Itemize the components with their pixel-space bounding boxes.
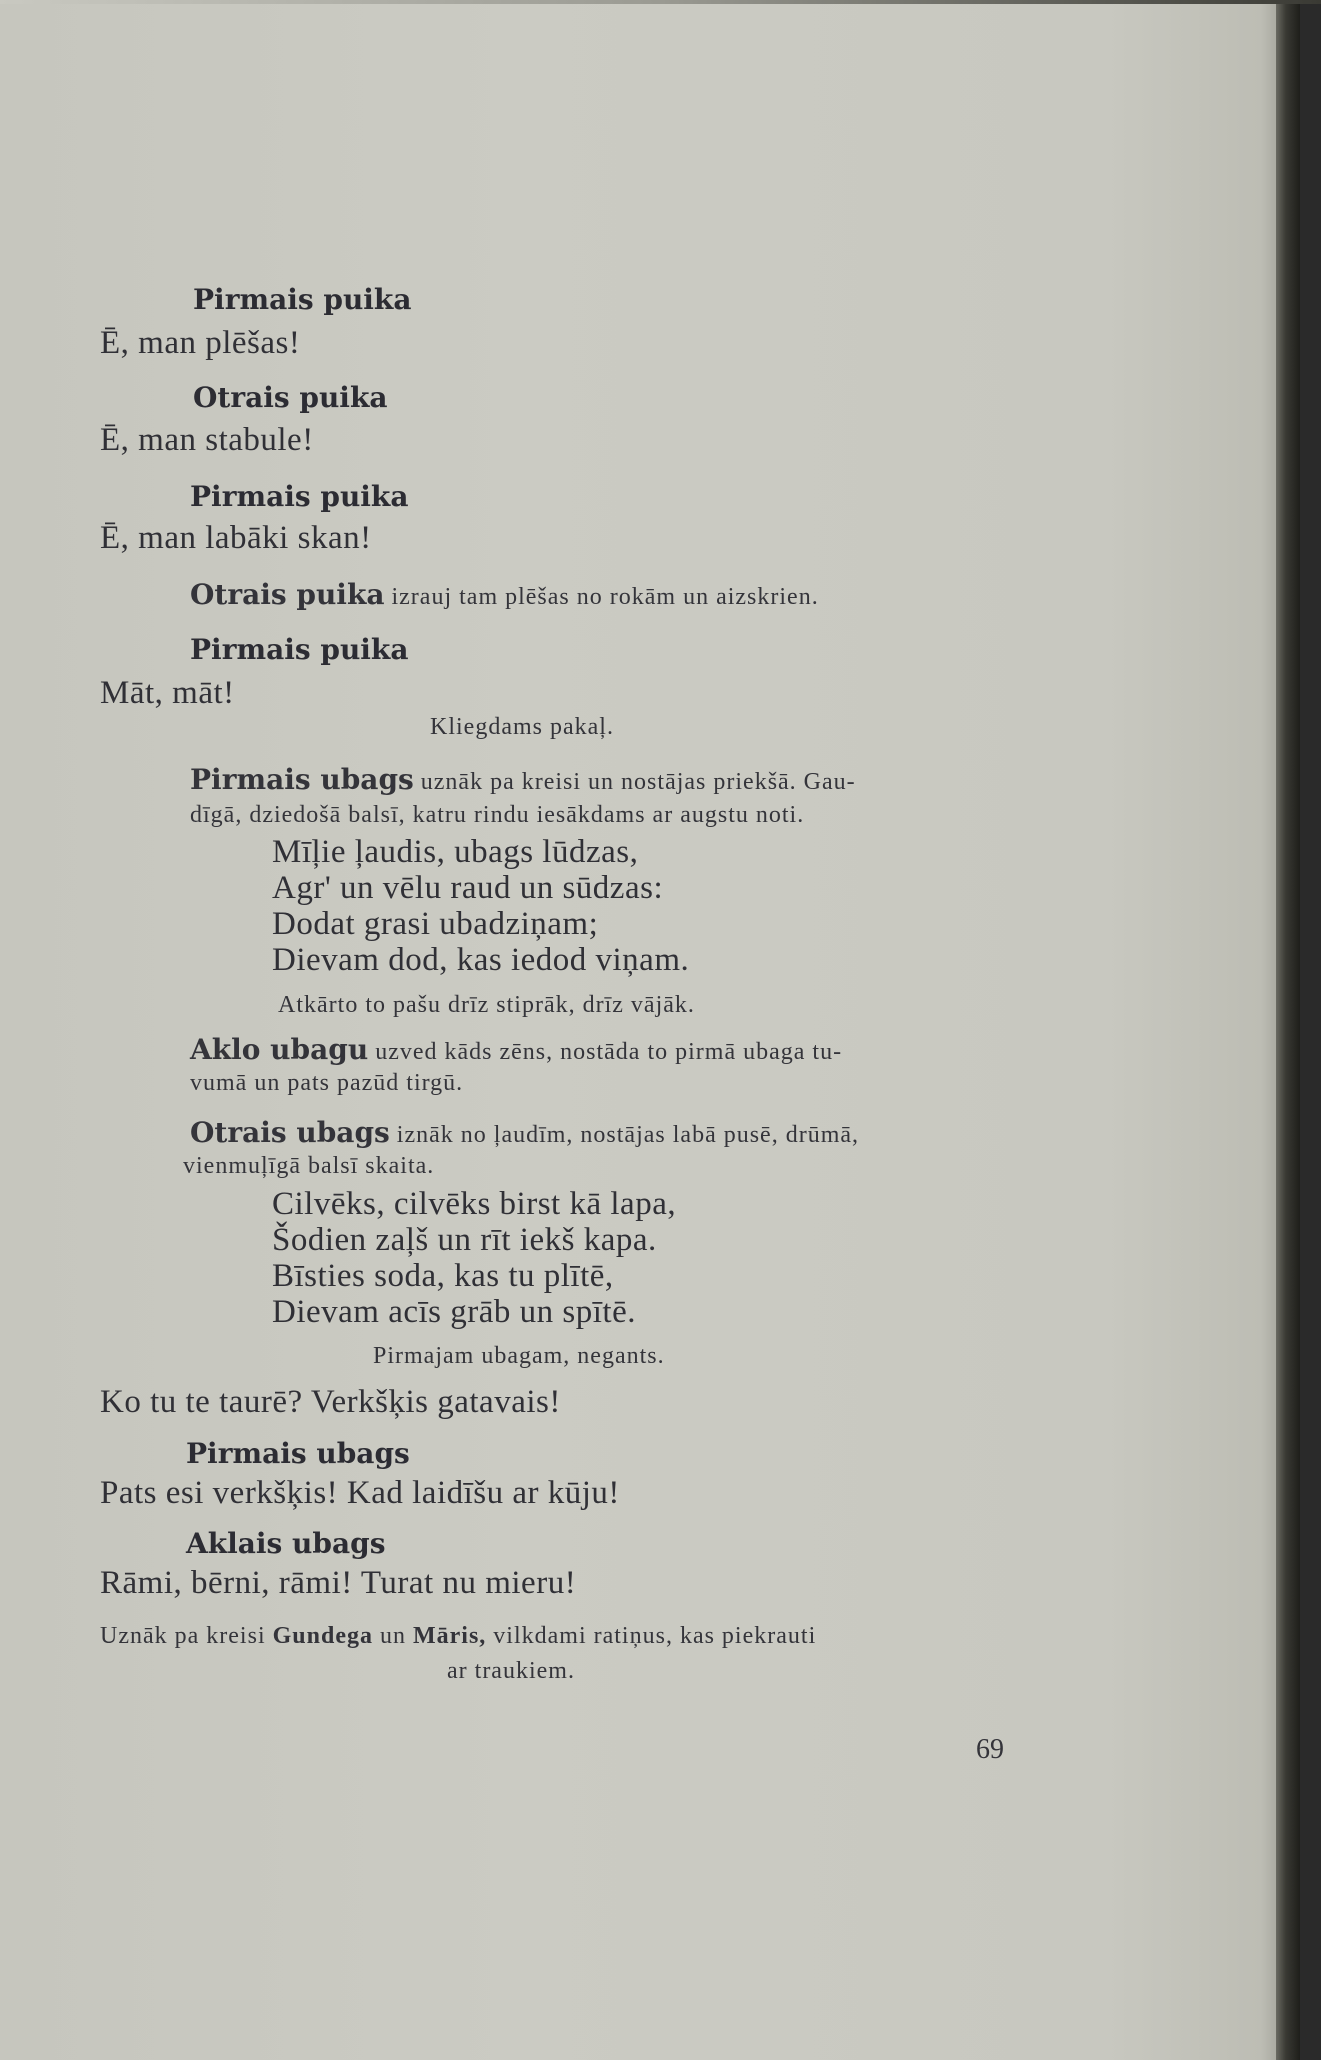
speaker-heading: Otrais puika: [190, 578, 385, 611]
verse-line: Dodat grasi ubadziņam;: [272, 906, 599, 942]
stage-direction: ar traukiem.: [447, 1658, 575, 1684]
speech-line: Rāmi, bērni, rāmi! Turat nu mieru!: [100, 1565, 577, 1601]
speaker-heading: Aklais ubags: [186, 1527, 386, 1560]
speech-line: Pats esi verkšķis! Kad laidīšu ar kūju!: [100, 1475, 620, 1511]
character-name: Gundega: [272, 1623, 373, 1649]
stage-direction: [190, 763, 856, 799]
speaker-heading: Pirmais puika: [193, 283, 412, 316]
speech-line: Māt, māt!: [100, 675, 235, 711]
stage-direction: vumā un pats pazūd tirgū.: [190, 1070, 464, 1096]
stage-direction: Kliegdams pakaļ.: [430, 714, 614, 740]
stage-direction: dīgā, dziedošā balsī, katru rindu iesākdams ar augstu noti.: [190, 802, 805, 828]
speaker-heading: Otrais ubags: [190, 1116, 390, 1149]
speech-line: Ko tu te taurē? Verkšķis gatavais!: [100, 1384, 561, 1420]
stage-direction-text: iznāk no ļaudīm, nostājas labā pusē, drūmā,: [396, 1122, 860, 1148]
verse-line: Cilvēks, cilvēks birst kā lapa,: [272, 1186, 677, 1222]
speaker-heading: Otrais puika: [193, 381, 388, 414]
verse-line: Dievam dod, kas iedod viņam.: [272, 942, 690, 978]
stage-direction: vienmuļīgā balsī skaita.: [183, 1153, 435, 1179]
speech-line: Ē, man labāki skan!: [100, 520, 372, 556]
stage-direction-text: uznāk pa kreisi un nostājas priekšā. Gau-: [420, 769, 856, 795]
verse-line: Agr' un vēlu raud un sūdzas:: [272, 870, 664, 906]
verse-line: Dievam acīs grāb un spītē.: [272, 1294, 636, 1330]
stage-direction: [190, 578, 819, 614]
stage-direction: [100, 1620, 816, 1653]
stage-direction-text: vilkdami ratiņus, kas piekrauti: [493, 1623, 817, 1649]
speaker-heading: Aklo ubagu: [190, 1033, 369, 1066]
stage-direction-text: izrauj tam plēšas no rokām un aizskrien.: [391, 584, 819, 610]
speaker-heading: Pirmais puika: [190, 480, 409, 513]
stage-direction: Pirmajam ubagam, negants.: [373, 1343, 665, 1369]
stage-direction: [190, 1033, 842, 1069]
speaker-heading: Pirmais ubags: [190, 763, 414, 796]
character-name: Māris,: [412, 1623, 487, 1649]
stage-direction: [190, 1116, 859, 1152]
verse-stanza: [272, 1186, 676, 1330]
stage-direction: Atkārto to pašu drīz stiprāk, drīz vājāk.: [278, 992, 695, 1018]
verse-line: Šodien zaļš un rīt iekš kapa.: [272, 1222, 657, 1258]
speaker-heading: Pirmais puika: [190, 633, 409, 666]
page-number: 69: [976, 1734, 1004, 1765]
stage-direction-text: Uznāk pa kreisi: [100, 1623, 266, 1649]
page-edge: [1276, 0, 1300, 2060]
page-top-edge: [0, 0, 1321, 4]
verse-stanza: [272, 834, 689, 978]
verse-line: Bīsties soda, kas tu plītē,: [272, 1258, 614, 1294]
speech-line: Ē, man stabule!: [100, 422, 314, 458]
stage-direction-text: uzved kāds zēns, nostāda to pirmā ubaga tu-: [375, 1039, 843, 1065]
speaker-heading: Pirmais ubags: [186, 1437, 410, 1470]
speech-line: Ē, man plēšas!: [100, 325, 301, 361]
stage-direction-text: un: [379, 1623, 406, 1649]
verse-line: Mīļie ļaudis, ubags lūdzas,: [272, 834, 639, 870]
